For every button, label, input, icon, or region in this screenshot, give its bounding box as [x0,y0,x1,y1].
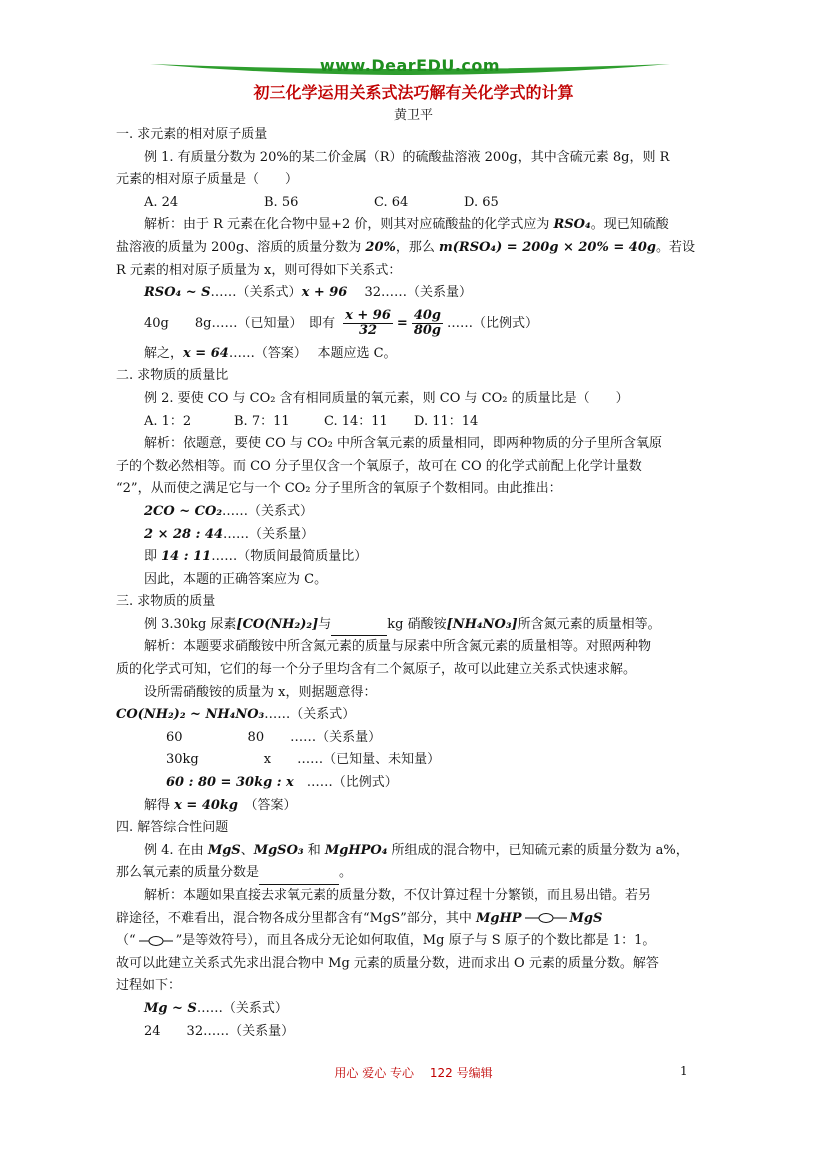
paragraph-line: “2”，从而使之满足它与一个 CO₂ 分子里所含的氧原子个数相同。由此推出： [116,481,562,497]
equivalence-symbol-icon [139,935,173,947]
paragraph-line: 解析：本题要求硝酸铵中所含氮元素的质量与尿素中所含氮元素的质量相等。对照两种物 [144,639,652,655]
document-body [116,124,716,1043]
formula: [NH₄NO₃] [446,616,518,632]
paragraph-line: 例 1. 有质量分数为 20%的某二价金属（R）的硫酸盐溶液 200g，其中含硫元素 8g，则 R [144,149,670,165]
relation-line: 24 32……（关系量） [144,1023,295,1039]
text: ……（物质间最简质量比） [211,549,368,565]
paragraph-line [116,862,716,885]
paragraph-line: 子的个数必然相等。而 CO 分子里仅含一个氧原子，故可在 CO 的化学式前配上化学计量数 [116,458,642,474]
relation-line [116,998,716,1021]
formula: x = 64 [183,345,229,361]
fraction [412,309,443,338]
text: （“ [116,933,136,949]
text: 和 [303,842,325,858]
formula: MgHP [475,910,522,926]
document-title: 初三化学运用关系式法巧解有关化学式的计算 [253,83,574,102]
text: 所组成的混合物中，已知硫元素的质量分数为 a%， [387,842,689,858]
section-heading: 三. 求物质的质量 [116,594,216,610]
relation-line: 60 80 ……（关系量） [166,729,382,745]
formula: 14 : 11 [161,549,212,565]
paragraph-line [116,930,716,953]
text: ……（关系量） [223,526,315,542]
formula: MgS [569,910,603,926]
section-heading: 二. 求物质的质量比 [116,368,229,384]
text: 例 3.30kg 尿素 [144,616,237,632]
formula: MgS [207,842,241,858]
text: 所含氮元素的质量相等。 [517,616,661,632]
denominator: 80g [413,322,441,338]
answer-blank [259,869,339,885]
relation-line [116,546,716,569]
paragraph-line: 质的化学式可知，它们的每一个分子里均含有二个氮原子，故可以此建立关系式快速求解。 [116,662,637,678]
formula: 2 × 28 : 44 [144,526,224,542]
text: 解析：由于 R 元素在化合物中显+2 价，则其对应硫酸盐的化学式应为 [144,217,554,233]
formula: 60 : 80 = 30kg : x [166,775,294,791]
option-c: C. 64 [374,194,409,210]
text: 那么氧元素的质量分数是 [116,865,260,881]
text: 32……（关系量） [364,285,473,301]
relation-line [116,282,716,305]
formula: 2CO ~ CO₂ [144,503,223,519]
formula: RSO₄ ~ S [144,285,211,301]
text: 40g 8g……（已知量） 即有 [144,315,335,331]
option-a: A. 24 [144,194,179,210]
text: 即 [144,549,162,565]
option-c: C. 14：11 [324,413,388,429]
numerator: 40g [413,307,441,323]
equivalence-symbol-icon [525,912,567,924]
paragraph-line [116,237,716,260]
text: kg 硝酸铵 [387,616,447,632]
page-number: 1 [680,1064,688,1078]
author-name: 黄卫平 [393,108,433,123]
paragraph-line [116,908,716,931]
formula: x + 96 [301,285,348,301]
relation-line [116,704,716,727]
text: ……（关系式） [196,1000,288,1016]
answer-options [116,411,716,434]
text: 。现已知硫酸 [590,217,669,233]
formula: RSO₄ [553,217,591,233]
paragraph-line [116,214,716,237]
formula: x = 40kg [174,797,239,813]
formula: MgSO₃ [253,842,304,858]
text: ”是等效符号），而且各成分无论如何取值，Mg 原子与 S 原子的个数比都是 1：1。 [175,933,656,949]
paragraph-line [116,614,716,637]
paragraph-line: 过程如下： [116,978,182,994]
page-footer: 用心 爱心 专心 122 号编辑 [334,1066,493,1080]
text: ……（关系式） [210,285,302,301]
answer-options [116,192,716,215]
text: 。若设 [655,239,695,255]
text: ……（答案） 本题应选 C。 [228,345,397,361]
option-d: D. 11：14 [414,413,479,429]
paragraph-line [116,343,716,366]
site-url: www.DearEDU.com [319,56,501,75]
formula: 20% [365,239,396,255]
text: 解之， [144,345,184,361]
answer-blank [331,620,387,636]
option-d: D. 65 [464,194,499,210]
option-a: A. 1：2 [144,413,192,429]
numerator: x + 96 [345,307,391,323]
paragraph-line: 解析：本题如果直接去求氧元素的质量分数，不仅计算过程十分繁锁，而且易出错。若另 [144,888,652,903]
text: 例 4. 在由 [144,842,208,858]
relation-line: 30kg x ……（已知量、未知量） [166,752,441,768]
paragraph-line: 解析：依题意，要使 CO 与 CO₂ 中所含氧元素的质量相同，即两种物质的分子里所含氧原 [144,436,662,452]
text: ，那么 [395,239,439,255]
option-b: B. 7：11 [234,413,290,429]
text: ……（关系式） [222,503,314,519]
formula: MgHPO₄ [324,842,388,858]
section-heading: 四. 解答综合性问题 [116,820,229,836]
site-header-banner [150,56,670,78]
paragraph-line: 故可以此建立关系式先求出混合物中 Mg 元素的质量分数，进而求出 O 元素的质量分数。解答 [116,955,659,971]
formula: m(RSO₄) = 200g × 20% = 40g [439,239,656,255]
paragraph-line: 元素的相对原子质量是（ ） [116,172,299,188]
formula: CO(NH₂)₂ ~ NH₄NO₃ [116,707,265,723]
paragraph-line: 因此，本题的正确答案应为 C。 [144,571,328,587]
paragraph-line: 例 2. 要使 CO 与 CO₂ 含有相同质量的氧元素，则 CO 与 CO₂ 的质量比是（ ） [144,390,629,406]
text: 。 [339,865,353,881]
section-heading: 一. 求元素的相对原子质量 [116,127,268,142]
option-b: B. 56 [264,194,299,210]
text: 盐溶液的质量为 200g、溶质的质量分数为 [116,239,366,255]
paragraph-line: R 元素的相对原子质量为 x，则可得如下关系式： [116,262,402,278]
paragraph-line [116,795,716,818]
proportion-line: 40g 8g……（已知量） 即有 $\frac{x + 96}{32}$ = $\frac{40g}{80g}$ ……（比例式） [144,307,539,338]
relation-line [116,772,716,795]
paragraph-line: 设所需硝酸铵的质量为 x，则据题意得： [144,684,377,700]
fraction [343,309,393,338]
formula: Mg ~ S [144,1000,197,1016]
relation-line [116,524,716,547]
text: 与 [318,616,332,632]
text: ……（比例式） [293,775,398,791]
text: （答案） [238,797,297,813]
text: 、 [240,842,254,858]
formula: [CO(NH₂)₂] [236,616,319,632]
text: 辟途径，不难看出，混合物各成分里都含有“MgS”部分，其中 [116,910,476,926]
text: ……（比例式） [447,315,539,331]
text: ……（关系式） [264,707,356,723]
relation-line [116,501,716,524]
paragraph-line [116,840,716,863]
text: 解得 [144,797,175,813]
denominator: 32 [358,322,378,338]
